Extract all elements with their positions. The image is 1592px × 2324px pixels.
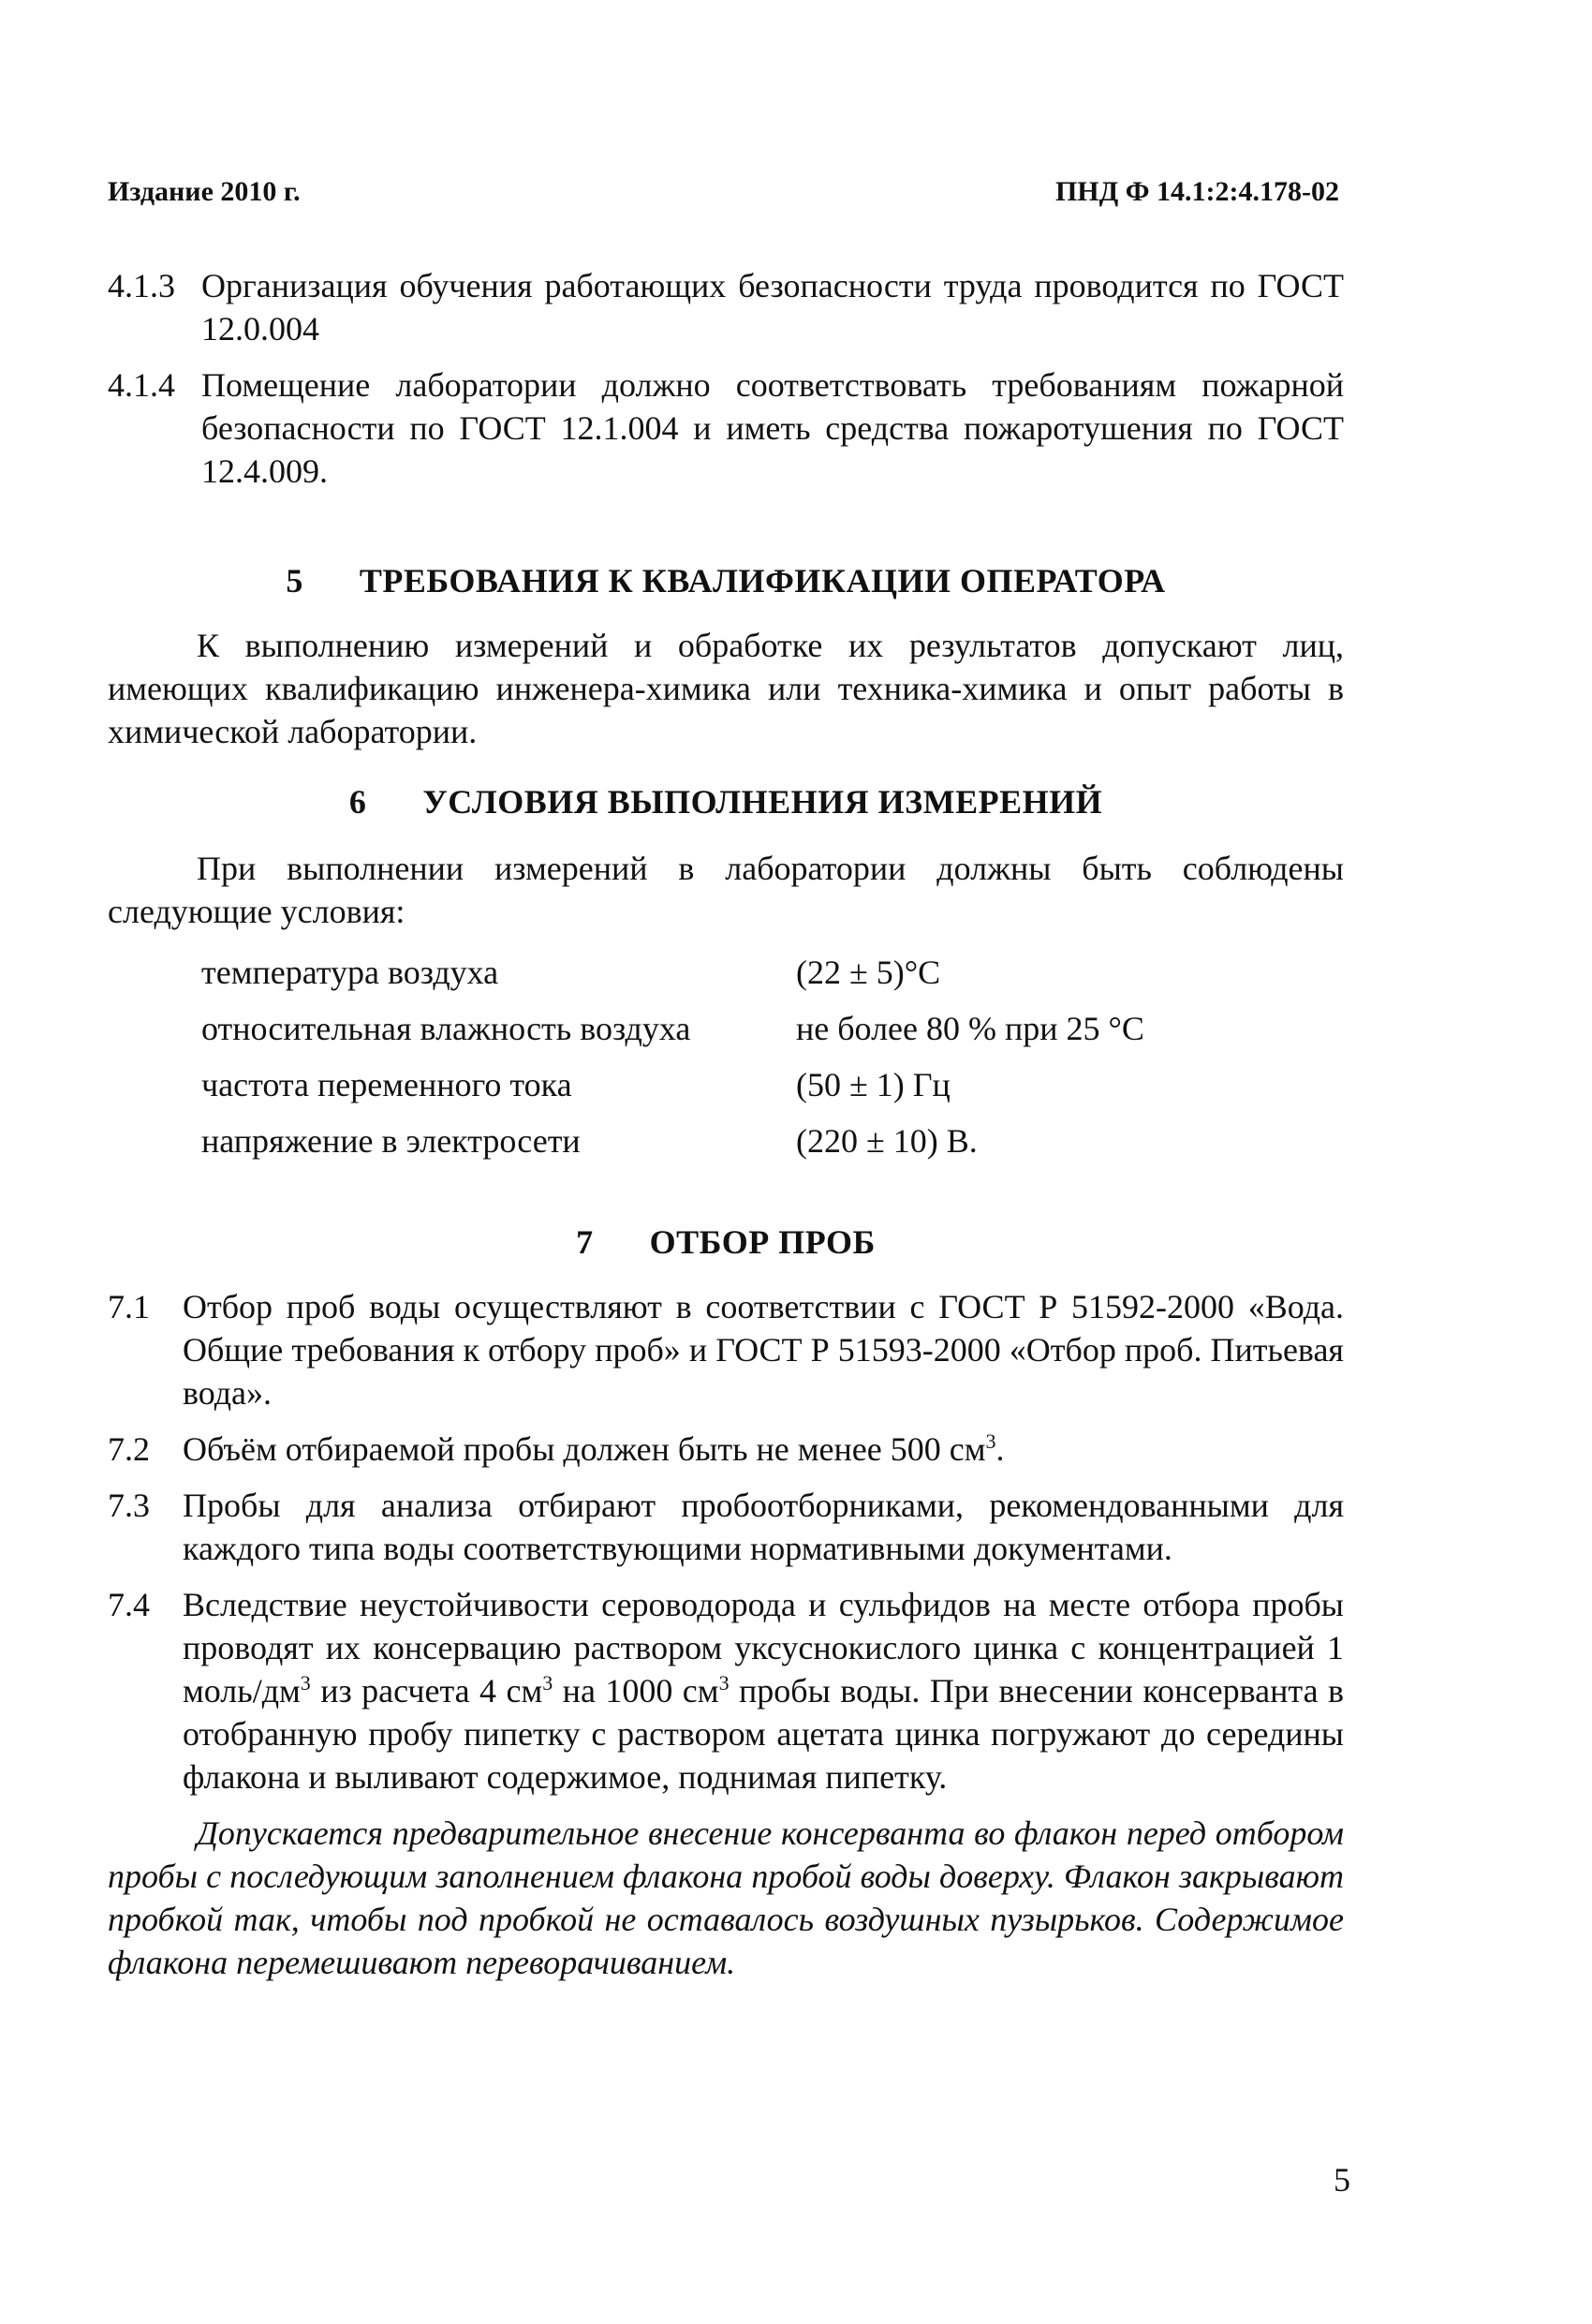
clause-number: 4.1.3 (108, 267, 175, 304)
section6-heading (108, 780, 1344, 823)
clause-number: 4.1.4 (108, 366, 175, 404)
conditions-table (108, 944, 1344, 1169)
section-number: 5 (286, 562, 303, 600)
section-number: 7 (576, 1223, 594, 1261)
condition-value: (22 ± 5)°С (796, 954, 941, 991)
section-title: ТРЕБОВАНИЯ К КВАЛИФИКАЦИИ ОПЕРАТОРА (359, 562, 1166, 600)
section5-body (108, 624, 1344, 753)
condition-row (108, 1057, 1344, 1113)
condition-name: относительная влажность воздуха (201, 1010, 691, 1047)
condition-value: (50 ± 1) Гц (796, 1066, 951, 1103)
clause-4-1-3 (108, 264, 1344, 350)
clause-text: Пробы для анализа отбирают пробоотборниками, рекомендованными для каждого типа воды соответствующими нормативными документами. (183, 1487, 1344, 1567)
clause-text: Отбор проб воды осуществляют в соответствии с ГОСТ Р 51592-2000 «Вода. Общие требования к отбору проб» и ГОСТ Р 51593-2000 «Отбор проб. Питьевая вода». (183, 1288, 1344, 1412)
clause-7-1 (108, 1285, 1344, 1414)
clause-7-2 (108, 1428, 1344, 1471)
condition-value: (220 ± 10) В. (796, 1122, 978, 1160)
section-title: УСЛОВИЯ ВЫПОЛНЕНИЯ ИЗМЕРЕНИЙ (422, 783, 1103, 821)
condition-value: не более 80 % при 25 °С (796, 1010, 1144, 1047)
clause-7-3 (108, 1484, 1344, 1570)
clause-text: Организация обучения работающих безопасности труда проводится по ГОСТ 12.0.004 (201, 267, 1344, 348)
clause-number: 7.4 (108, 1586, 150, 1623)
section7-body (108, 1285, 1344, 1984)
document-code: ПНД Ф 14.1:2:4.178-02 (1054, 176, 1339, 207)
section5-heading (108, 559, 1344, 602)
section6-body (108, 847, 1344, 1169)
clause-text: Вследствие неустойчивости сероводорода и сульфидов на месте отбора пробы проводят их консервацию раствором уксуснокислого цинка с концентрацией 1 моль/$дм^3$ из расчета 4 $см^3$ на 1000 $см^3$ пробы воды. При внесении консерванта в отобранную пробу пипетку с раствором ацетата цинка погружают до середины флакона и выливают содержимое, поднимая пипетку. (183, 1586, 1344, 1796)
section7-note: Допускается предварительное внесение консерванта во флакон перед отбором пробы с последующим заполнением флакона пробой воды доверху. Флакон закрывают пробкой так, чтобы под пробкой не оставалось воздушных пузырьков. Содержимое флакона перемешивают переворачиванием. (108, 1814, 1344, 1981)
condition-name: напряжение в электросети (201, 1122, 581, 1160)
clause-number: 7.1 (108, 1288, 150, 1325)
clause-text: Объём отбираемой пробы должен быть не менее 500 $см^3$. (183, 1429, 1005, 1468)
clause-number: 7.3 (108, 1487, 150, 1524)
clause-text: Помещение лаборатории должно соответствовать требованиям пожарной безопасности по ГОСТ 12.1.004 и иметь средства пожаротушения по ГОСТ 12.4.009. (201, 366, 1344, 490)
condition-row (108, 1113, 1344, 1169)
section6-intro: При выполнении измерений в лаборатории должны быть соблюдены следующие условия: (108, 850, 1344, 930)
section-title: ОТБОР ПРОБ (649, 1223, 876, 1261)
section7-heading (108, 1221, 1344, 1264)
page-header (108, 176, 1339, 214)
section-number: 6 (348, 783, 367, 821)
clause-number: 7.2 (108, 1430, 150, 1468)
condition-row (108, 944, 1344, 1000)
condition-name: частота переменного тока (201, 1066, 572, 1103)
condition-name: температура воздуха (201, 954, 499, 991)
condition-row (108, 1000, 1344, 1057)
clause-7-4 (108, 1583, 1344, 1799)
edition-label: Издание 2010 г. (108, 176, 301, 207)
section5-paragraph: К выполнению измерений и обработке их результатов допускают лиц, имеющих квалификацию инженера-химика или техника-химика и опыт работы в химической лаборатории. (108, 627, 1344, 750)
page-number: 5 (1334, 2161, 1350, 2198)
section4-items (108, 264, 1344, 493)
clause-4-1-4 (108, 363, 1344, 493)
